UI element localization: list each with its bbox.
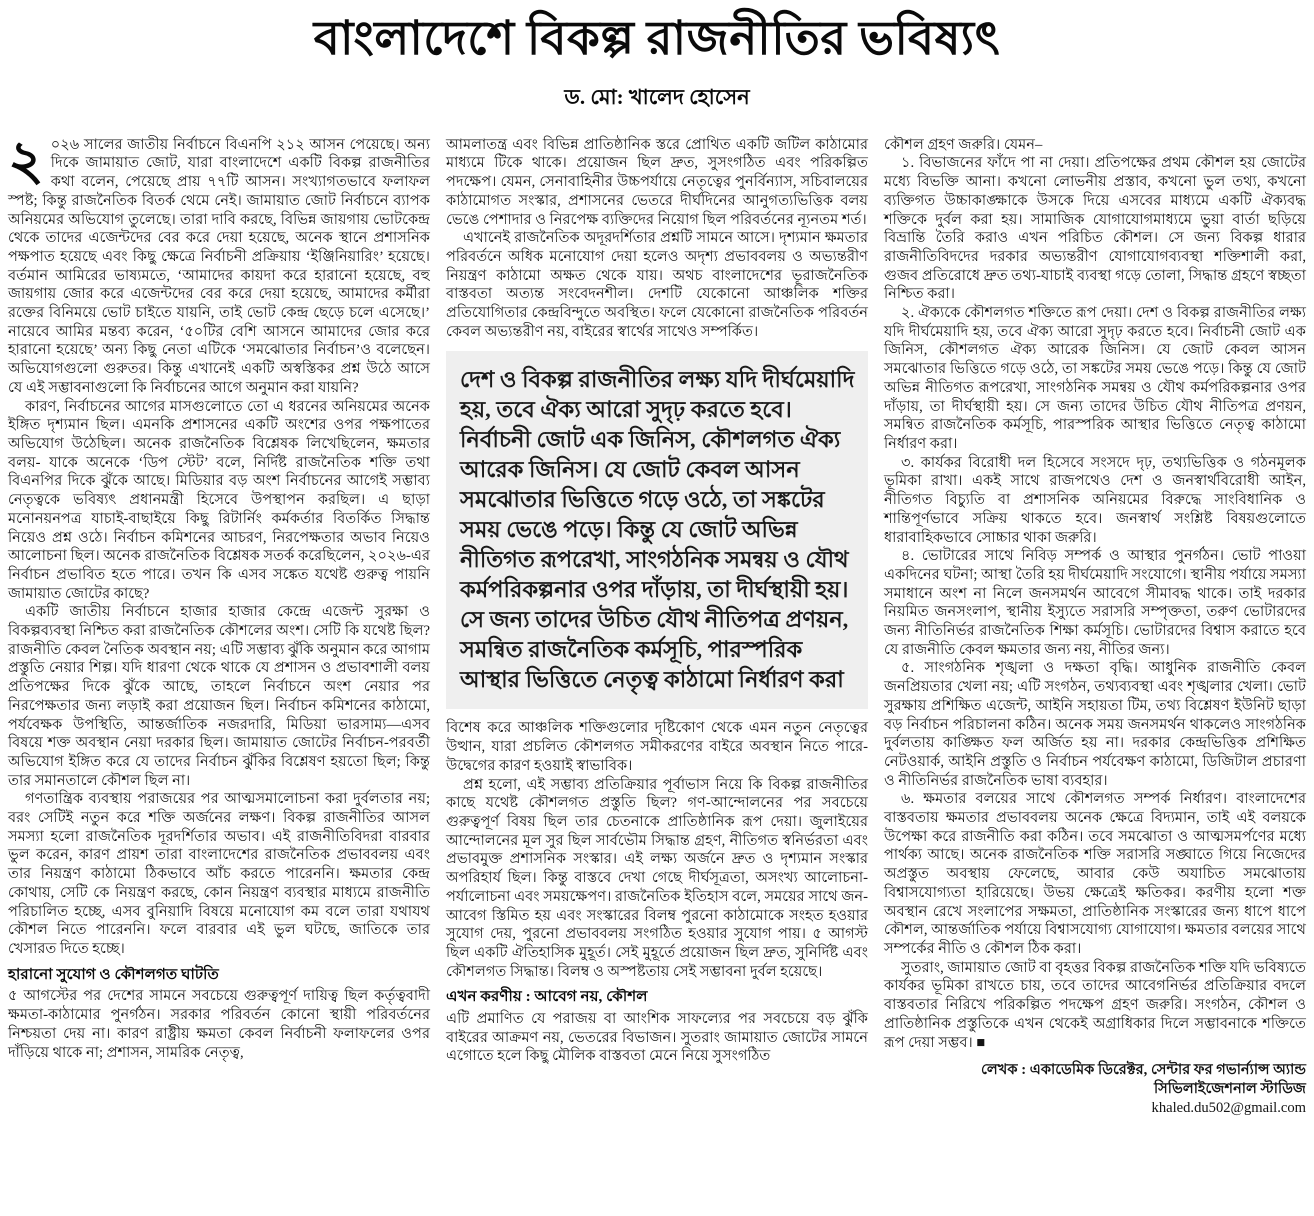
article-columns	[8, 129, 1306, 1118]
numbered-point-4: ৪. ভোটারের সাথে নিবিড় সম্পর্ক ও আস্থার পুনর্গঠন। ভোট পাওয়া একদিনের ঘটনা; আস্থা তৈরি হয় দীর্ঘমেয়াদি সংযোগে। স্থানীয় পর্যায়ে সমস্যা সমাধানে অংশ না নিলে জনসমর্থন আবেগে সীমাবদ্ধ থাকে। তাই দরকার নিয়মিত জনসংলাপ, স্থানীয় ইস্যুতে সরাসরি সম্পৃক্ততা, তরুণ ভোটারদের জন্য নীতিনির্ভর রাজনৈতিক শিক্ষা কর্মসূচি। ভোটারদের বিশ্বাস করাতে হবে যে রাজনীতি কেবল ক্ষমতার জন্য নয়, নীতির জন্য।	[884, 548, 1306, 658]
paragraph: এটি প্রমাণিত যে পরাজয় বা আংশিক সাফল্যের পর সবচেয়ে বড় ঝুঁকি বাইরের আক্রমণ নয়, ভেতরের বিভাজন। সুতরাং জামায়াত জোটের সামনে এগোতে হলে কিছু মৌলিক বাস্তবতা মেনে নিয়ে সুসংগঠিত	[446, 1011, 868, 1065]
author-credit: লেখক : একাডেমিক ডিরেক্টর, সেন্টার ফর গভার্ন্যান্স অ্যান্ড সিভিলাইজেশনাল স্টাডিজ	[981, 1062, 1306, 1097]
paragraph	[8, 129, 430, 398]
column-3	[884, 136, 1306, 1118]
article-title: বাংলাদেশে বিকল্প রাজনীতির ভবিষ্যৎ	[313, 13, 1001, 65]
pull-quote: দেশ ও বিকল্প রাজনীতির লক্ষ্য যদি দীর্ঘমেয়াদি হয়, তবে ঐক্য আরো সুদৃঢ় করতে হবে। নির্বাচনী জোট এক জিনিস, কৌশলগত ঐক্য আরেক জিনিস। যে জোট কেবল আসন সমঝোতার ভিত্তিতে গড়ে ওঠে, তা সঙ্কটের সময় ভেঙে পড়ে। কিন্তু যে জোট অভিন্ন নীতিগত রূপরেখা, সাংগঠনিক সমন্বয় ও যৌথ কর্মপরিকল্পনার ওপর দাঁড়ায়, তা দীর্ঘস্থায়ী হয়। সে জন্য তাদের উচিত যৌথ নীতিপত্র প্রণয়ন, সমন্বিত রাজনৈতিক কর্মসূচি, পারস্পরিক আস্থার ভিত্তিতে নেতৃত্ব কাঠামো নির্ধারণ করা	[446, 351, 868, 709]
paragraph: আমলাতন্ত্র এবং বিভিন্ন প্রাতিষ্ঠানিক স্তরে প্রোথিত একটি জটিল কাঠামোর মাধ্যমে টিকে থাকে। প্রয়োজন ছিল দ্রুত, সুসংগঠিত এবং পরিকল্পিত পদক্ষেপ। যেমন, সেনাবাহিনীর উচ্চপর্যায়ে নেতৃত্বের পুনর্বিন্যাস, সচিবালয়ের কাঠামোগত সংস্কার, প্রশাসনের ভেতরে দীর্ঘদিনের আনুগত্যভিত্তিক বলয় ভেঙে পেশাদার ও নিরপেক্ষ ব্যক্তিদের নিয়োগ ছিল পরিবর্তনের ন্যূনতম শর্ত।	[446, 136, 868, 228]
article-byline: ড. মো: খালেদ হোসেন	[564, 84, 750, 109]
numbered-point-3: ৩. কার্যকর বিরোধী দল হিসেবে সংসদে দৃঢ়, তথ্যভিত্তিক ও গঠনমূলক ভূমিকা রাখা। একই সাথে রাজপথেও দেশ ও জনস্বার্থবিরোধী আইন, নীতিগত বিচ্যুতি বা প্রশাসনিক অনিয়মের বিরুদ্ধে সাংবিধানিক ও শান্তিপূর্ণভাবে সক্রিয় থাকতে হবে। জনস্বার্থ সংশ্লিষ্ট বিষয়গুলোতে ধারাবাহিকভাবে সোচ্চার থাকা জরুরি।	[884, 454, 1306, 546]
numbered-point-6: ৬. ক্ষমতার বলয়ের সাথে কৌশলগত সম্পর্ক নির্ধারণ। বাংলাদেশের বাস্তবতায় ক্ষমতার প্রভাববলয় অনেক ক্ষেত্রে বিদ্যমান, তাই এই বলয়কে উপেক্ষা করে রাজনীতি করা কঠিন। তবে সমঝোতা ও আত্মসমর্পণের মধ্যে পার্থক্য আছে। অনেক রাজনৈতিক শক্তি সরাসরি সঙ্ঘাতে গিয়ে নিজেদের অপ্রস্তুত অবস্থায় ফেলেছে, আবার কেউ অযাচিত সমঝোতায় বিশ্বাসযোগ্যতা হারিয়েছে। উভয় ক্ষেত্রেই ক্ষতিকর। করণীয় হলো শক্ত অবস্থান রেখে সংলাপের সক্ষমতা, প্রাতিষ্ঠানিক সংস্কারের জন্য ধাপে ধাপে কৌশল, আন্তর্জাতিক পর্যায়ে বিশ্বাসযোগ্য যোগাযোগ। ক্ষমতার বলয়ের সাথে সম্পর্কের নীতি ও কৌশল ঠিক করা।	[884, 791, 1306, 957]
numbered-point-5: ৫. সাংগঠনিক শৃঙ্খলা ও দক্ষতা বৃদ্ধি। আধুনিক রাজনীতি কেবল জনপ্রিয়তার খেলা নয়; এটি সংগঠন, তথ্যব্যবস্থা এবং শৃঙ্খলার খেলা। ভোট সুরক্ষায় প্রশিক্ষিত এজেন্ট, আইনি সহায়তা টিম, তথ্য বিশ্লেষণ ইউনিট ছাড়া বড় নির্বাচন পরিচালনা কঠিন। অনেক সময় জনসমর্থন থাকলেও সাংগঠনিক দুর্বলতায় কাঙ্ক্ষিত ফল অর্জিত হয় না। দরকার কেন্দ্রভিত্তিক প্রশিক্ষিত নেটওয়ার্ক, আইনি প্রস্তুতি ও নির্বাচন পর্যবেক্ষণ কাঠামো, ডিজিটাল প্রচারণা ও নীতিনির্ভর রাজনৈতিক ভাষা ব্যবহার।	[884, 660, 1306, 789]
author-email: khaled.du502@gmail.com	[1151, 1099, 1306, 1116]
column-2	[446, 136, 868, 1118]
paragraph: একটি জাতীয় নির্বাচনে হাজার হাজার কেন্দ্রে এজেন্ট সুরক্ষা ও বিকল্পব্যবস্থা নিশ্চিত করা রাজনৈতিক কৌশলের অংশ। সেটি কি যথেষ্ট ছিল? রাজনীতি কেবল নৈতিক অবস্থান নয়; এটি সম্ভাব্য ঝুঁকি অনুমান করে আগাম প্রস্তুতি নেয়ার শিল্প। যদি ধারণা থেকে থাকে যে প্রশাসন ও প্রভাবশালী বলয় প্রতিপক্ষের দিকে ঝুঁকে আছে, তাহলে নির্বাচনে অংশ নেয়ার পর নিরপেক্ষতার জন্য লড়াই করা প্রয়োজন ছিল। নির্বাচন কমিশনের কাঠামো, পর্যবেক্ষক উপস্থিতি, আন্তর্জাতিক নজরদারি, মিডিয়া ভারসাম্য—এসব বিষয়ে শক্ত অবস্থান নেয়া দরকার ছিল। জামায়াত জোটের নির্বাচন-পরবর্তী অভিযোগ ইঙ্গিত করে যে তাদের নির্বাচন ঝুঁকির বিশ্লেষণ হয়তো ছিল; কিন্তু তার সমানতালে কৌশল ছিল না।	[8, 604, 430, 789]
numbered-point-2: ২. ঐক্যকে কৌশলগত শক্তিতে রূপ দেয়া। দেশ ও বিকল্প রাজনীতির লক্ষ্য যদি দীর্ঘমেয়াদি হয়, তবে ঐক্য আরো সুদৃঢ় করতে হবে। নির্বাচনী জোট এক জিনিস, কৌশলগত ঐক্য আরেক জিনিস। যে জোট কেবল আসন সমঝোতার ভিত্তিতে গড়ে ওঠে, তা সঙ্কটের সময় ভেঙে পড়ে। কিন্তু যে জোট অভিন্ন নীতিগত রূপরেখা, সাংগঠনিক সমন্বয় ও যৌথ কর্মপরিকল্পনার ওপর দাঁড়ায়, তা দীর্ঘস্থায়ী হয়। সে জন্য তাদের উচিত যৌথ নীতিপত্র প্রণয়ন, সমন্বিত রাজনৈতিক কর্মসূচি, পারস্পরিক আস্থার ভিত্তিতে নেতৃত্ব কাঠামো নির্ধারণ করা।	[884, 305, 1306, 452]
paragraph: এখানেই রাজনৈতিক অদূরদর্শিতার প্রশ্নটি সামনে আসে। দৃশ্যমান ক্ষমতার পরিবর্তনে অধিক মনোযোগ দেয়া হলেও অদৃশ্য প্রভাববলয় ও অভ্যন্তরীণ নিয়ন্ত্রণ কাঠামো অক্ষত থেকে যায়। অথচ বাংলাদেশের ভূরাজনৈতিক বাস্তবতা অত্যন্ত সংবেদনশীল। দেশটি যেকোনো আঞ্চলিক শক্তির প্রতিযোগিতার কেন্দ্রবিন্দুতে অবস্থিত। ফলে যেকোনো রাজনৈতিক পরিবর্তন কেবল অভ্যন্তরীণ নয়, বাইরের স্বার্থের সাথেও সম্পর্কিত।	[446, 230, 868, 340]
author-block	[884, 1061, 1306, 1117]
paragraph: গণতান্ত্রিক ব্যবস্থায় পরাজয়ের পর আত্মসমালোচনা করা দুর্বলতার নয়; বরং সেটিই নতুন করে শক্তি অর্জনের লক্ষণ। বিকল্প রাজনীতির আসল সমস্যা হলো রাজনৈতিক দূরদর্শিতার অভাব। এই রাজনীতিবিদরা বারবার ভুল করেন, কারণ প্রায়শ তারা বাংলাদেশের রাজনৈতিক প্রভাববলয় এবং তার নিয়ন্ত্রণ কাঠামো ঠিকভাবে আঁচ করতে পারেননি। ক্ষমতার কেন্দ্র কোথায়, সেটি কে নিয়ন্ত্রণ করছে, কোন নিয়ন্ত্রণ ব্যবস্থার মাধ্যমে রাজনীতি পরিচালিত হচ্ছে, এসব বুনিয়াদি বিষয়ে মনোযোগ কম বলে তারা যথাযথ কৌশল নিতে পারেননি। ফলে বারবার এই ভুল ঘটছে, জাতিকে তার খেসারত দিতে হচ্ছে।	[8, 791, 430, 957]
subheading-missed-opportunities: হারানো সুযোগ ও কৌশলগত ঘাটতি	[8, 965, 219, 983]
drop-cap: ২	[8, 129, 44, 191]
closing-paragraph: সুতরাং, জামায়াত জোট বা বৃহত্তর বিকল্প রাজনৈতিক শক্তি যদি ভবিষ্যতে কার্যকর ভূমিকা রাখতে চায়, তবে তাদের আবেগনির্ভর প্রতিক্রিয়ার বদলে বাস্তবতার নিরিখে পরিকল্পিত পদক্ষেপ গ্রহণ জরুরি। সংগঠন, কৌশল ও প্রাতিষ্ঠানিক প্রস্তুতিকে এখন থেকেই অগ্রাধিকার দিলে সম্ভাবনাকে শক্তিতে রূপ দেয়া সম্ভব। ■	[884, 959, 1306, 1051]
paragraph-text: ০২৬ সালের জাতীয় নির্বাচনে বিএনপি ২১২ আসন পেয়েছে। অন্য দিকে জামায়াত জোট, যারা বাংলাদেশে একটি বিকল্প রাজনীতির কথা বলেন, পেয়েছে প্রায় ৭৭টি আসন। সংখ্যাগতভাবে ফলাফল স্পষ্ট; কিন্তু রাজনৈতিক বিতর্ক থেমে নেই। জামায়াত জোট নির্বাচনে ব্যাপক অনিয়মের অভিযোগ তুলেছে। তারা দাবি করছে, বিভিন্ন জায়গায় ভোটকেন্দ্র থেকে তাদের এজেন্টদের বের করে দেয়া হয়েছে, অনেক স্থানে প্রশাসনিক পক্ষপাত হয়েছে এবং কিছু ক্ষেত্রে নির্বাচনী প্রক্রিয়ায় ‘ইঞ্জিনিয়ারিং’ হয়েছে। বর্তমান আমিরের ভাষ্যমতে, ‘আমাদের কায়দা করে হারানো হয়েছে, বহু জায়গায় জোর করে এজেন্টদের বের করে দেয়া হয়েছে, আমাদের কর্মীরা রক্তের বিনিময়ে ভোট চাইতে যায়নি, তাই ভোট কেন্দ্র ছেড়ে চলে এসেছে।’ নায়েবে আমির মন্তব্য করেন, ‘৫০টির বেশি আসনে আমাদের জোর করে হারানো হয়েছে’ অন্য কিছু নেতা এটিকে ‘সমঝোতার নির্বাচন’ও বলেছেন। অভিযোগগুলো গুরুতর। কিন্তু এখানেই একটি অস্বস্তিকর প্রশ্ন উঠে আসে যে এই সম্ভাবনাগুলো কি নির্বাচনের আগে অনুমান করা যায়নি?	[8, 136, 430, 396]
column-1	[8, 129, 430, 1118]
paragraph: প্রশ্ন হলো, এই সম্ভাব্য প্রতিক্রিয়ার পূর্বাভাস নিয়ে কি বিকল্প রাজনীতির কাছে যথেষ্ট কৌশলগত প্রস্তুতি ছিল? গণ-আন্দোলনের পর সবচেয়ে গুরুত্বপূর্ণ বিষয় ছিল তার চেতনাকে প্রাতিষ্ঠানিক রূপ দেয়া। জুলাইয়ের আন্দোলনের মূল সুর ছিল সার্বভৌম সিদ্ধান্ত গ্রহণ, নীতিগত স্বনির্ভরতা এবং প্রভাবমুক্ত প্রশাসনিক সংস্কার। এই লক্ষ্য অর্জনে দ্রুত ও দৃশ্যমান সংস্কার অপরিহার্য ছিল। কিন্তু বাস্তবে দেখা গেছে দীর্ঘসূত্রতা, অসংখ্য আলোচনা-পর্যালোচনা এবং সময়ক্ষেপণ। রাজনৈতিক ইতিহাস বলে, সময়ের সাথে জন-আবেগ স্তিমিত হয় এবং সংস্কারের বিলম্ব পুরনো কাঠামোকে সংহত হওয়ার সুযোগ দেয়, পুরনো প্রভাববলয় সংগঠিত হওয়ার সুযোগ পায়। ৫ আগস্ট ছিল একটি ঐতিহাসিক মুহূর্ত। সেই মুহূর্তে প্রয়োজন ছিল দ্রুত, সুনির্দিষ্ট এবং কৌশলগত সিদ্ধান্ত। বিলম্ব ও অস্পষ্টতায় সেই সম্ভাবনা দুর্বল হয়েছে।	[446, 776, 868, 980]
subheading-what-to-do-now: এখন করণীয় : আবেগ নয়, কৌশল	[446, 988, 648, 1006]
numbered-point-1: ১. বিভাজনের ফাঁদে পা না দেয়া। প্রতিপক্ষের প্রথম কৌশল হয় জোটের মধ্যে বিভক্তি আনা। কখনো লোভনীয় প্রস্তাব, কখনো ভুল তথ্য, কখনো ব্যক্তিগত উচ্চাকাঙ্ক্ষাকে উসকে দিয়ে এসবের মাধ্যমে একটি ঐক্যবদ্ধ শক্তিকে দুর্বল করা হয়। সামাজিক যোগাযোগমাধ্যমে ভুয়া বার্তা ছড়িয়ে বিভ্রান্তি তৈরি করাও এখন পরিচিত কৌশল। সে জন্য বিকল্প ধারার রাজনীতিবিদদের দরকার অভ্যন্তরীণ যোগাযোগব্যবস্থা শক্তিশালী করা, গুজব প্রতিরোধে দ্রুত তথ্য-যাচাই ব্যবস্থা গড়ে তোলা, সিদ্ধান্ত গ্রহণে স্বচ্ছতা নিশ্চিত করা।	[884, 155, 1306, 303]
paragraph: কারণ, নির্বাচনের আগের মাসগুলোতে তো এ ধরনের অনিয়মের অনেক ইঙ্গিত দৃশ্যমান ছিল। এমনকি প্রশাসনের একটি অংশের ওপর পক্ষপাতের অভিযোগ উঠেছিল। অনেক রাজনৈতিক বিশ্লেষক লিখেছিলেন, ক্ষমতার বলয়- যাকে অনেকে ‘ডিপ স্টেট’ বলে, নির্দিষ্ট রাজনৈতিক শক্তি তথা বিএনপির দিকে ঝুঁকে আছে। মিডিয়ার বড় অংশ নির্বাচনের আগেই সম্ভাব্য নেতৃত্বকে ভবিষ্যৎ প্রধানমন্ত্রী হিসেবে উপস্থাপন করছিল। এ ছাড়া মনোনয়নপত্র যাচাই-বাছাইয়ে কিছু রিটার্নিং কর্মকর্তার বিতর্কিত সিদ্ধান্ত নিয়েও প্রশ্ন ওঠে। নির্বাচন কমিশনের আচরণ, নিরপেক্ষতার অভাব নিয়েও আলোচনা ছিল। অনেক রাজনৈতিক বিশ্লেষক সতর্ক করেছিলেন, ২০২৬-এর নির্বাচন প্রভাবিত হতে পারে। তখন কি এসব সঙ্কেত যথেষ্ট গুরুত্ব পায়নি জামায়াত জোটের কাছে?	[8, 398, 430, 602]
paragraph: ৫ আগস্টের পর দেশের সামনে সবচেয়ে গুরুত্বপূর্ণ দায়িত্ব ছিল কর্তৃত্ববাদী ক্ষমতা-কাঠামোর পুনর্গঠন। সরকার পরিবর্তন কোনো স্থায়ী পরিবর্তনের নিশ্চয়তা দেয় না। কারণ রাষ্ট্রীয় ক্ষমতা কেবল নির্বাচনী ফলাফলের ওপর দাঁড়িয়ে থাকে না; প্রশাসন, সামরিক নেতৃত্ব,	[8, 988, 430, 1061]
paragraph: বিশেষ করে আঞ্চলিক শক্তিগুলোর দৃষ্টিকোণ থেকে এমন নতুন নেতৃত্বের উত্থান, যারা প্রচলিত কৌশলগত সমীকরণের বাইরে অবস্থান নিতে পারে- উদ্বেগের কারণ হওয়াই স্বাভাবিক।	[446, 720, 868, 774]
paragraph: কৌশল গ্রহণ জরুরি। যেমন–	[884, 136, 1043, 153]
